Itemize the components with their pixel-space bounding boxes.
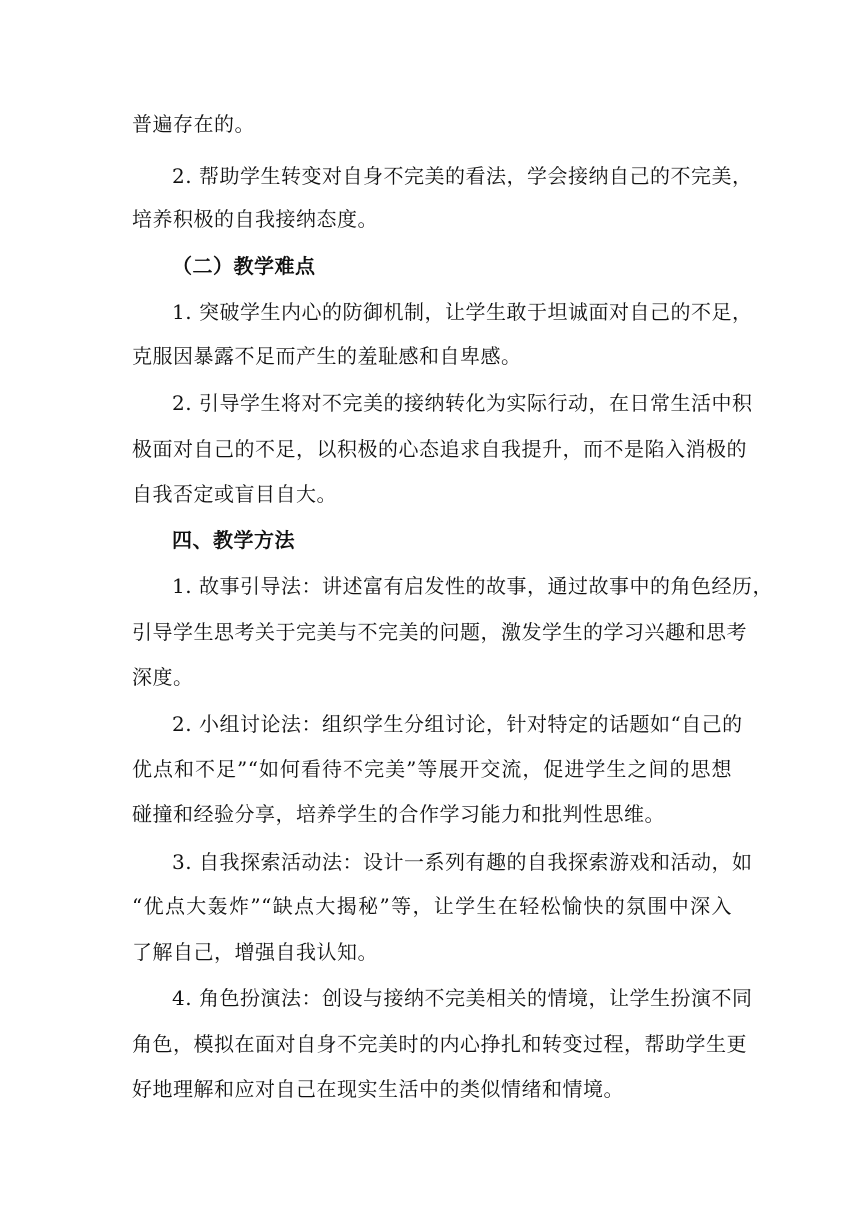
paragraph-line: 2. 帮助学生转变对自身不完美的看法，学会接纳自己的不完美， [172, 164, 753, 188]
paragraph-line: 优点和不足”“如何看待不完美”等展开交流，促进学生之间的思想 [132, 757, 732, 781]
paragraph-line: 普遍存在的。 [132, 112, 255, 136]
paragraph-line: 了解自己，增强自我认知。 [132, 940, 378, 964]
paragraph-line: 2. 引导学生将对不完美的接纳转化为实际行动，在日常生活中积 [172, 391, 753, 415]
paragraph-line: 3. 自我探索活动法：设计一系列有趣的自我探索游戏和活动，如 [172, 850, 753, 874]
paragraph-line: 4. 角色扮演法：创设与接纳不完美相关的情境，让学生扮演不同 [172, 986, 753, 1010]
paragraph-line: 2. 小组讨论法：组织学生分组讨论，针对特定的话题如“自己的 [172, 712, 743, 736]
section-heading: 四、教学方法 [172, 528, 295, 552]
paragraph-line: 培养积极的自我接纳态度。 [132, 207, 378, 231]
paragraph-line: 自我否定或盲目自大。 [132, 482, 337, 506]
paragraph-line: 克服因暴露不足而产生的羞耻感和自卑感。 [132, 344, 522, 368]
paragraph-line: 角色，模拟在面对自身不完美时的内心挣扎和转变过程，帮助学生更 [132, 1032, 747, 1056]
paragraph-line: 好地理解和应对自己在现实生活中的类似情绪和情境。 [132, 1077, 624, 1101]
paragraph-line: 1. 故事引导法：讲述富有启发性的故事，通过故事中的角色经历， [172, 574, 773, 598]
paragraph-line: 引导学生思考关于完美与不完美的问题，激发学生的学习兴趣和思考 [132, 620, 747, 644]
paragraph-line: 1. 突破学生内心的防御机制，让学生敢于坦诚面对自己的不足， [172, 300, 753, 324]
paragraph-line: 极面对自己的不足，以积极的心态追求自我提升，而不是陷入消极的 [132, 437, 747, 461]
paragraph-line: “优点大轰炸”“缺点大揭秘”等，让学生在轻松愉快的氛围中深入 [132, 894, 732, 918]
paragraph-line: 深度。 [132, 665, 194, 689]
paragraph-line: 碰撞和经验分享，培养学生的合作学习能力和批判性思维。 [132, 802, 665, 826]
section-heading: （二）教学难点 [172, 254, 316, 278]
